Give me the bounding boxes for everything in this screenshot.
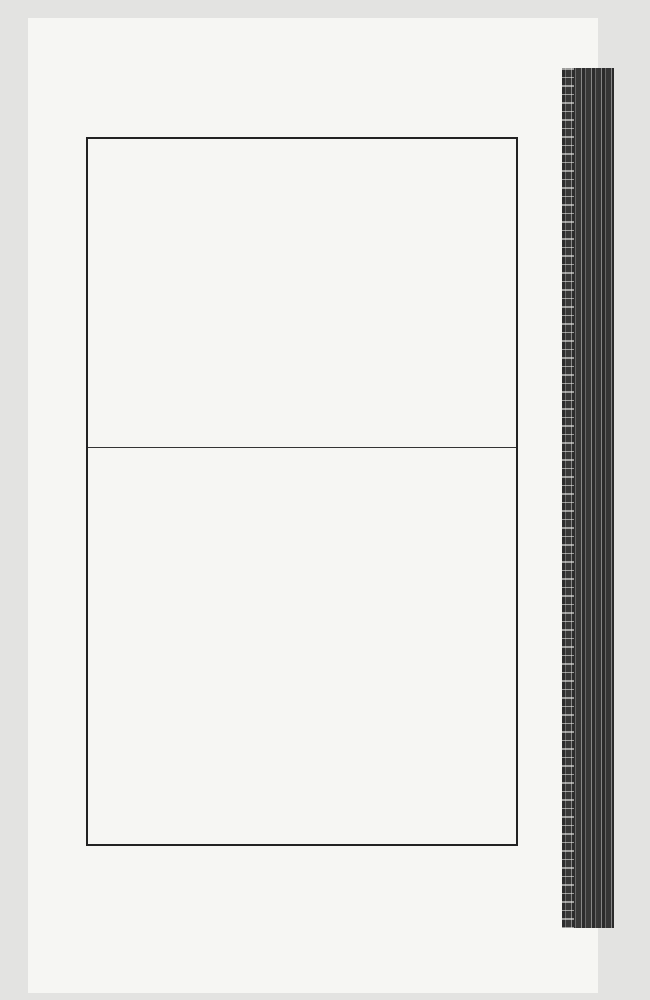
table-frame [86,137,518,846]
binding-shadow [562,68,614,928]
section-divider [88,447,516,448]
